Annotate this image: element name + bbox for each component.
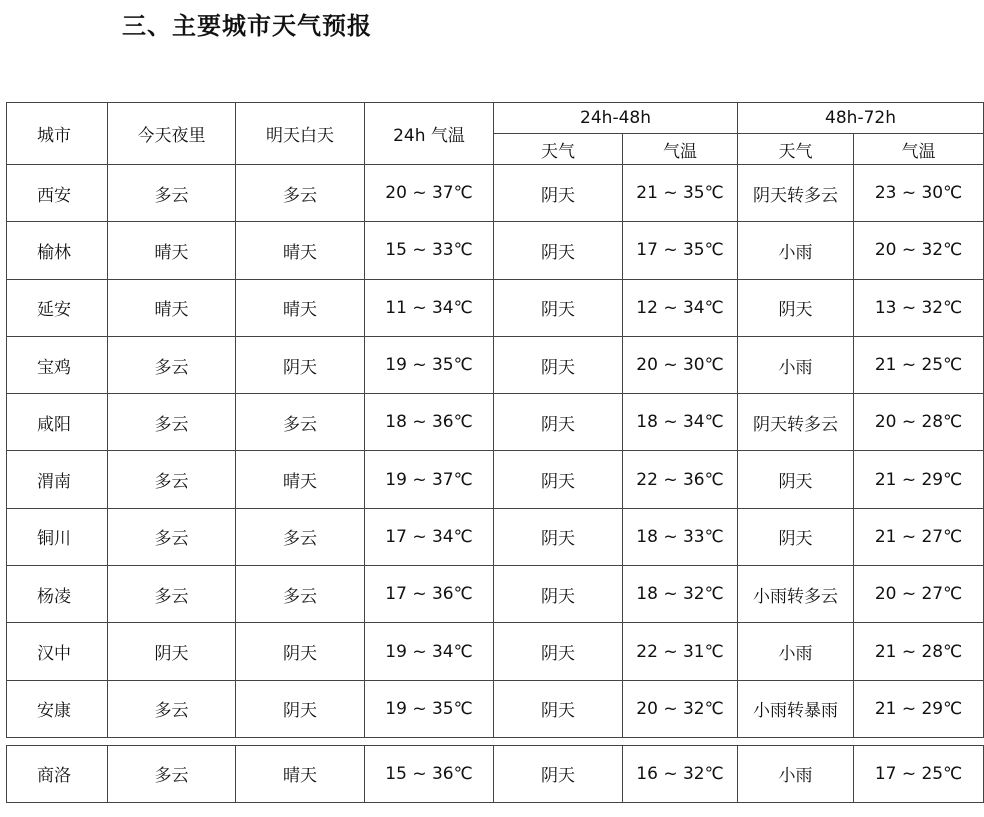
cell-t24: 15 ~ 33℃ (365, 222, 494, 279)
cell-w72: 阴天 (738, 508, 854, 565)
cell-t72: 20 ~ 27℃ (854, 566, 984, 623)
cell-w48: 阴天 (494, 745, 623, 802)
cell-w72: 小雨 (738, 222, 854, 279)
cell-t72: 21 ~ 27℃ (854, 508, 984, 565)
cell-tomorrow: 晴天 (236, 451, 365, 508)
cell-tomorrow: 多云 (236, 508, 365, 565)
table-row (7, 222, 984, 279)
cell-t72: 21 ~ 25℃ (854, 336, 984, 393)
cell-t72: 20 ~ 28℃ (854, 394, 984, 451)
cell-t24: 19 ~ 34℃ (365, 623, 494, 680)
cell-city: 西安 (7, 165, 108, 222)
cell-w72: 阴天转多云 (738, 394, 854, 451)
cell-city: 杨凌 (7, 566, 108, 623)
table-row (7, 336, 984, 393)
cell-w72: 小雨转多云 (738, 566, 854, 623)
cell-t48: 16 ~ 32℃ (623, 745, 738, 802)
cell-t48: 18 ~ 32℃ (623, 566, 738, 623)
cell-t48: 18 ~ 34℃ (623, 394, 738, 451)
cell-w72: 小雨 (738, 623, 854, 680)
table-row (7, 745, 984, 802)
cell-tonight: 阴天 (108, 623, 236, 680)
cell-tomorrow: 阴天 (236, 336, 365, 393)
cell-tomorrow: 多云 (236, 165, 365, 222)
cell-tomorrow: 晴天 (236, 222, 365, 279)
cell-city: 汉中 (7, 623, 108, 680)
cell-t72: 20 ~ 32℃ (854, 222, 984, 279)
cell-t48: 17 ~ 35℃ (623, 222, 738, 279)
cell-t24: 17 ~ 36℃ (365, 566, 494, 623)
cell-t48: 18 ~ 33℃ (623, 508, 738, 565)
cell-tonight: 多云 (108, 566, 236, 623)
header-weather-48: 天气 (494, 134, 623, 165)
cell-t24: 19 ~ 37℃ (365, 451, 494, 508)
table-row (7, 566, 984, 623)
cell-t24: 11 ~ 34℃ (365, 279, 494, 336)
cell-tomorrow: 阴天 (236, 623, 365, 680)
cell-city: 榆林 (7, 222, 108, 279)
header-temp-72: 气温 (854, 134, 984, 165)
cell-w48: 阴天 (494, 165, 623, 222)
cell-w72: 小雨转暴雨 (738, 680, 854, 737)
cell-t48: 21 ~ 35℃ (623, 165, 738, 222)
page-title: 三、主要城市天气预报 (122, 12, 372, 40)
table-row (7, 508, 984, 565)
cell-t48: 12 ~ 34℃ (623, 279, 738, 336)
cell-t48: 20 ~ 32℃ (623, 680, 738, 737)
cell-w72: 小雨 (738, 745, 854, 802)
cell-t48: 20 ~ 30℃ (623, 336, 738, 393)
cell-w72: 阴天 (738, 451, 854, 508)
cell-tonight: 多云 (108, 451, 236, 508)
header-tonight: 今天夜里 (108, 103, 236, 165)
cell-w48: 阴天 (494, 336, 623, 393)
cell-tonight: 多云 (108, 680, 236, 737)
cell-tonight: 多云 (108, 165, 236, 222)
cell-tonight: 多云 (108, 508, 236, 565)
cell-w48: 阴天 (494, 508, 623, 565)
header-24h-48h: 24h-48h (494, 103, 738, 134)
cell-city: 咸阳 (7, 394, 108, 451)
header-temp-24h: 24h 气温 (365, 103, 494, 165)
cell-city: 商洛 (7, 745, 108, 802)
cell-t24: 19 ~ 35℃ (365, 680, 494, 737)
cell-t72: 17 ~ 25℃ (854, 745, 984, 802)
table-row (7, 623, 984, 680)
cell-tomorrow: 晴天 (236, 745, 365, 802)
cell-tonight: 晴天 (108, 222, 236, 279)
header-48h-72h: 48h-72h (738, 103, 984, 134)
cell-tonight: 多云 (108, 394, 236, 451)
cell-w72: 小雨 (738, 336, 854, 393)
cell-t24: 19 ~ 35℃ (365, 336, 494, 393)
cell-t72: 13 ~ 32℃ (854, 279, 984, 336)
cell-tonight: 多云 (108, 745, 236, 802)
cell-t48: 22 ~ 31℃ (623, 623, 738, 680)
cell-tomorrow: 阴天 (236, 680, 365, 737)
cell-t72: 23 ~ 30℃ (854, 165, 984, 222)
cell-w48: 阴天 (494, 623, 623, 680)
table-row (7, 279, 984, 336)
cell-t24: 17 ~ 34℃ (365, 508, 494, 565)
cell-tonight: 多云 (108, 336, 236, 393)
cell-tomorrow: 多云 (236, 566, 365, 623)
cell-t72: 21 ~ 29℃ (854, 680, 984, 737)
forecast-table (6, 102, 984, 803)
header-tomorrow-day: 明天白天 (236, 103, 365, 165)
cell-city: 安康 (7, 680, 108, 737)
header-row-1 (7, 103, 984, 134)
cell-tomorrow: 多云 (236, 394, 365, 451)
cell-t24: 20 ~ 37℃ (365, 165, 494, 222)
cell-w48: 阴天 (494, 680, 623, 737)
cell-w48: 阴天 (494, 394, 623, 451)
cell-t24: 18 ~ 36℃ (365, 394, 494, 451)
cell-city: 延安 (7, 279, 108, 336)
table-row (7, 451, 984, 508)
header-city: 城市 (7, 103, 108, 165)
cell-w48: 阴天 (494, 566, 623, 623)
cell-tonight: 晴天 (108, 279, 236, 336)
gap-cell (7, 737, 984, 745)
cell-w48: 阴天 (494, 279, 623, 336)
cell-w72: 阴天转多云 (738, 165, 854, 222)
table-row (7, 165, 984, 222)
header-weather-72: 天气 (738, 134, 854, 165)
cell-city: 渭南 (7, 451, 108, 508)
cell-t24: 15 ~ 36℃ (365, 745, 494, 802)
table-row (7, 680, 984, 737)
table-gap (7, 737, 984, 745)
cell-tomorrow: 晴天 (236, 279, 365, 336)
cell-w48: 阴天 (494, 222, 623, 279)
cell-w48: 阴天 (494, 451, 623, 508)
cell-t72: 21 ~ 28℃ (854, 623, 984, 680)
header-temp-48: 气温 (623, 134, 738, 165)
cell-t48: 22 ~ 36℃ (623, 451, 738, 508)
cell-w72: 阴天 (738, 279, 854, 336)
cell-city: 宝鸡 (7, 336, 108, 393)
cell-t72: 21 ~ 29℃ (854, 451, 984, 508)
table-row (7, 394, 984, 451)
cell-city: 铜川 (7, 508, 108, 565)
